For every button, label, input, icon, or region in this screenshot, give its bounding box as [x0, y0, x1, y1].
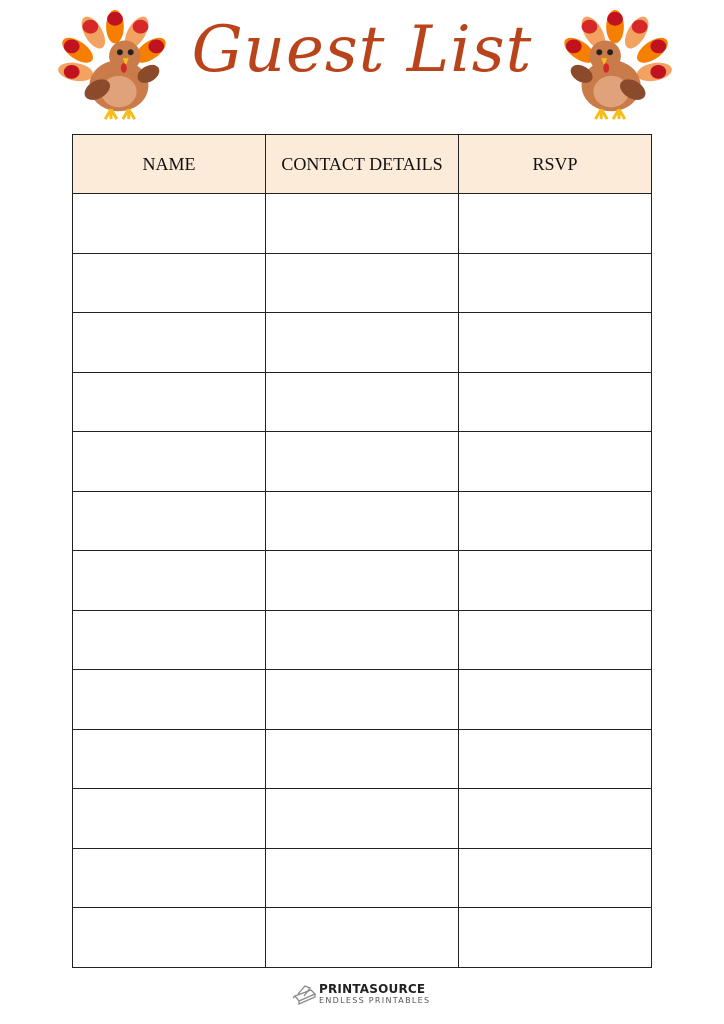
name-cell[interactable] [73, 551, 266, 611]
table-row [73, 729, 652, 789]
rsvp-cell[interactable] [459, 729, 652, 789]
name-cell[interactable] [73, 432, 266, 492]
brand-name: PRINTASOURCE [319, 982, 426, 996]
contact-details-cell[interactable] [266, 372, 459, 432]
name-cell[interactable] [73, 313, 266, 373]
contact-details-cell[interactable] [266, 729, 459, 789]
contact-details-cell[interactable] [266, 253, 459, 313]
rsvp-cell[interactable] [459, 432, 652, 492]
name-cell[interactable] [73, 194, 266, 254]
rsvp-cell[interactable] [459, 491, 652, 551]
name-cell[interactable] [73, 610, 266, 670]
name-cell[interactable] [73, 848, 266, 908]
contact-details-cell[interactable] [266, 313, 459, 373]
contact-details-cell[interactable] [266, 670, 459, 730]
rsvp-cell[interactable] [459, 253, 652, 313]
column-header-name: NAME [73, 135, 266, 194]
contact-details-cell[interactable] [266, 551, 459, 611]
name-cell[interactable] [73, 789, 266, 849]
contact-details-cell[interactable] [266, 908, 459, 968]
table-body [73, 194, 652, 968]
table-row [73, 908, 652, 968]
rsvp-cell[interactable] [459, 670, 652, 730]
name-cell[interactable] [73, 491, 266, 551]
rsvp-cell[interactable] [459, 848, 652, 908]
page-title: Guest List [191, 13, 533, 87]
table-row [73, 432, 652, 492]
footer [0, 981, 724, 1007]
brand-tagline: ENDLESS PRINTABLES [319, 996, 431, 1005]
contact-details-cell[interactable] [266, 848, 459, 908]
contact-details-cell[interactable] [266, 789, 459, 849]
table-row [73, 670, 652, 730]
column-header-contact-details: CONTACT DETAILS [266, 135, 459, 194]
table-row [73, 313, 652, 373]
guest-list-table [72, 134, 652, 968]
table-header-row [73, 135, 652, 194]
rsvp-cell[interactable] [459, 372, 652, 432]
name-cell[interactable] [73, 372, 266, 432]
table-row [73, 551, 652, 611]
name-cell[interactable] [73, 729, 266, 789]
table-row [73, 253, 652, 313]
table-row [73, 610, 652, 670]
table-row [73, 491, 652, 551]
table-row [73, 848, 652, 908]
rsvp-cell[interactable] [459, 551, 652, 611]
contact-details-cell[interactable] [266, 491, 459, 551]
contact-details-cell[interactable] [266, 432, 459, 492]
table-row [73, 372, 652, 432]
rsvp-cell[interactable] [459, 313, 652, 373]
table-row [73, 789, 652, 849]
table-row [73, 194, 652, 254]
column-header-rsvp: RSVP [459, 135, 652, 194]
printer-logo-icon [291, 982, 317, 1006]
rsvp-cell[interactable] [459, 194, 652, 254]
contact-details-cell[interactable] [266, 610, 459, 670]
contact-details-cell[interactable] [266, 194, 459, 254]
turkey-icon [558, 10, 676, 124]
name-cell[interactable] [73, 670, 266, 730]
name-cell[interactable] [73, 908, 266, 968]
rsvp-cell[interactable] [459, 908, 652, 968]
name-cell[interactable] [73, 253, 266, 313]
rsvp-cell[interactable] [459, 789, 652, 849]
rsvp-cell[interactable] [459, 610, 652, 670]
